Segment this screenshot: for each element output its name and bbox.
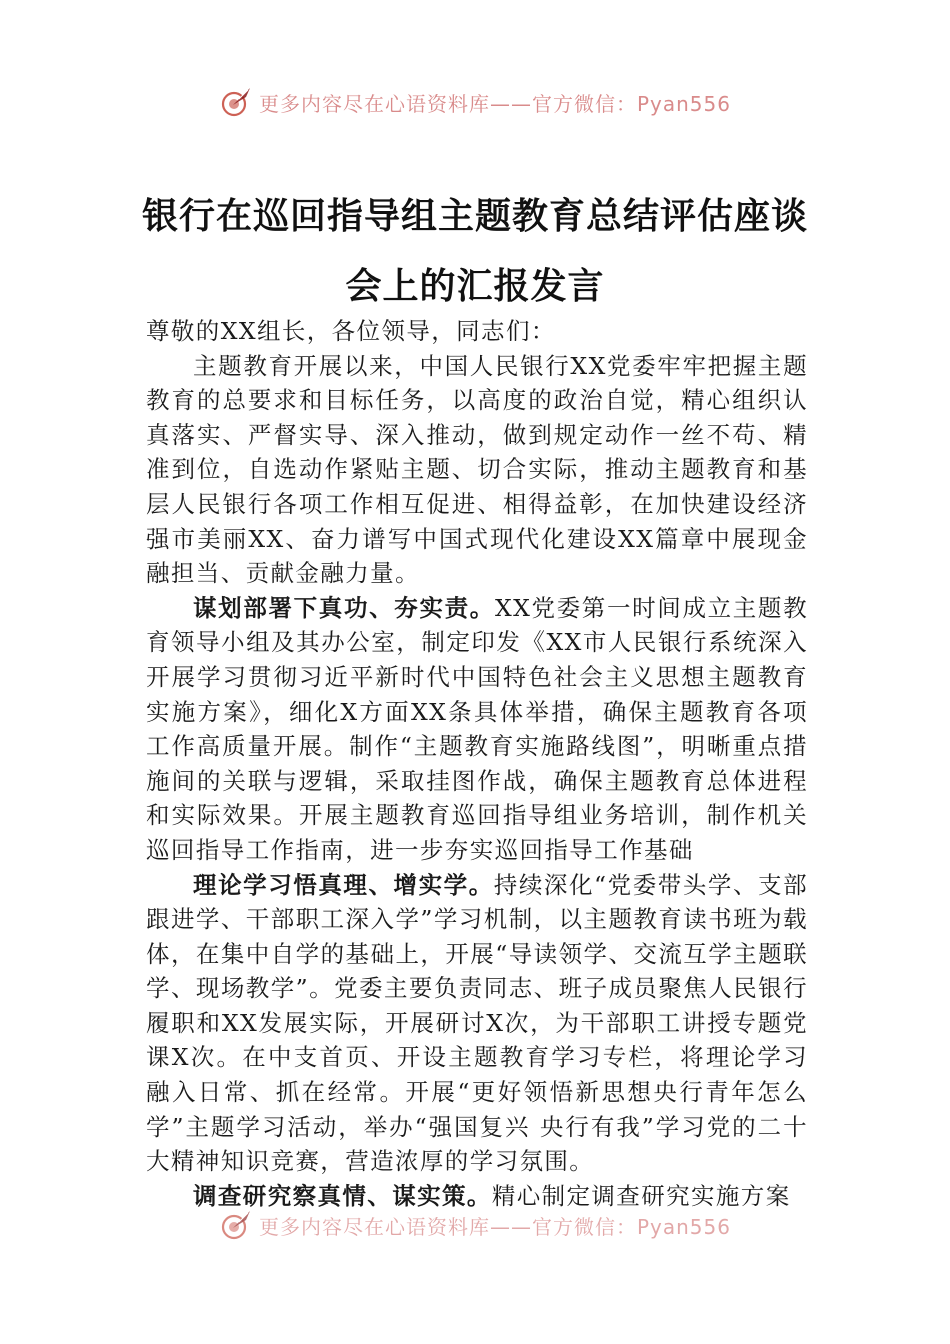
- watermark-text: 更多内容尽在心语资料库——官方微信：Pyan556: [258, 91, 731, 116]
- paragraph-intro-text: 主题教育开展以来，中国人民银行XX党委牢牢把握主题教育的总要求和目标任务，以高度的政治自觉，精心组织认真落实、严督实导、深入推动，做到规定动作一丝不苟、精准到位，自选动作紧贴主题、切合实际，推动主题教育和基层人民银行各项工作相互促进、相得益彰，在加快建设经济强市美丽XX、奋力谱写中国式现代化建设XX篇章中展现金融担当、贡献金融力量。: [146, 351, 808, 588]
- watermark-footer: [0, 1205, 950, 1245]
- watermark-header: [0, 82, 950, 122]
- salutation: 尊敬的XX组长，各位领导，同志们：: [146, 317, 556, 345]
- watermark-text: 更多内容尽在心语资料库——官方微信：Pyan556: [258, 1214, 731, 1239]
- paragraph-intro: [146, 349, 808, 591]
- document-body: [146, 314, 808, 1213]
- document-title-line-1: 银行在巡回指导组主题教育总结评估座谈: [141, 195, 808, 237]
- paragraph-planning: [146, 591, 808, 868]
- paragraph-planning-lead: 谋划部署下真功、夯实责。: [193, 593, 495, 622]
- paragraph-theory-text: 持续深化“党委带头学、支部跟进学、干部职工深入学”学习机制，以主题教育读书班为载体，在集中自学的基础上，开展“导读领学、交流互学主题联学、现场教学”。党委主要负责同志、班子成员聚焦人民银行履职和XX发展实际，开展研讨X次，为干部职工讲授专题党课X次。在中支首页、开设主题教育学习专栏，将理论学习融入日常、抓在经常。开展“更好领悟新思想央行青年怎么学”主题学习活动，举办“强国复兴 央行有我”学习党的二十大精神知识竞赛，营造浓厚的学习氛围。: [146, 870, 808, 1176]
- document-title-line-2: 会上的汇报发言: [345, 265, 605, 307]
- quill-logo-icon: [219, 1208, 253, 1242]
- quill-logo-icon: [219, 85, 253, 119]
- paragraph-theory-lead: 理论学习悟真理、增实学。: [193, 870, 494, 899]
- paragraph-research-lead: 调查研究察真情、谋实策。: [193, 1181, 492, 1210]
- paragraph-research-text: 精心制定调查研究实施方案: [491, 1181, 791, 1210]
- paragraph-planning-text: XX党委第一时间成立主题教育领导小组及其办公室，制定印发《XX市人民银行系统深入开展学习贯彻习近平新时代中国特色社会主义思想主题教育实施方案》，细化X方面XX条具体举措，确保主题教育各项工作高质量开展。制作“主题教育实施路线图”，明晰重点措施间的关联与逻辑，采取挂图作战，确保主题教育总体进程和实际效果。开展主题教育巡回指导组业务培训，制作机关巡回指导工作指南，进一步夯实巡回指导工作基础: [146, 593, 808, 864]
- paragraph-theory: [146, 868, 808, 1179]
